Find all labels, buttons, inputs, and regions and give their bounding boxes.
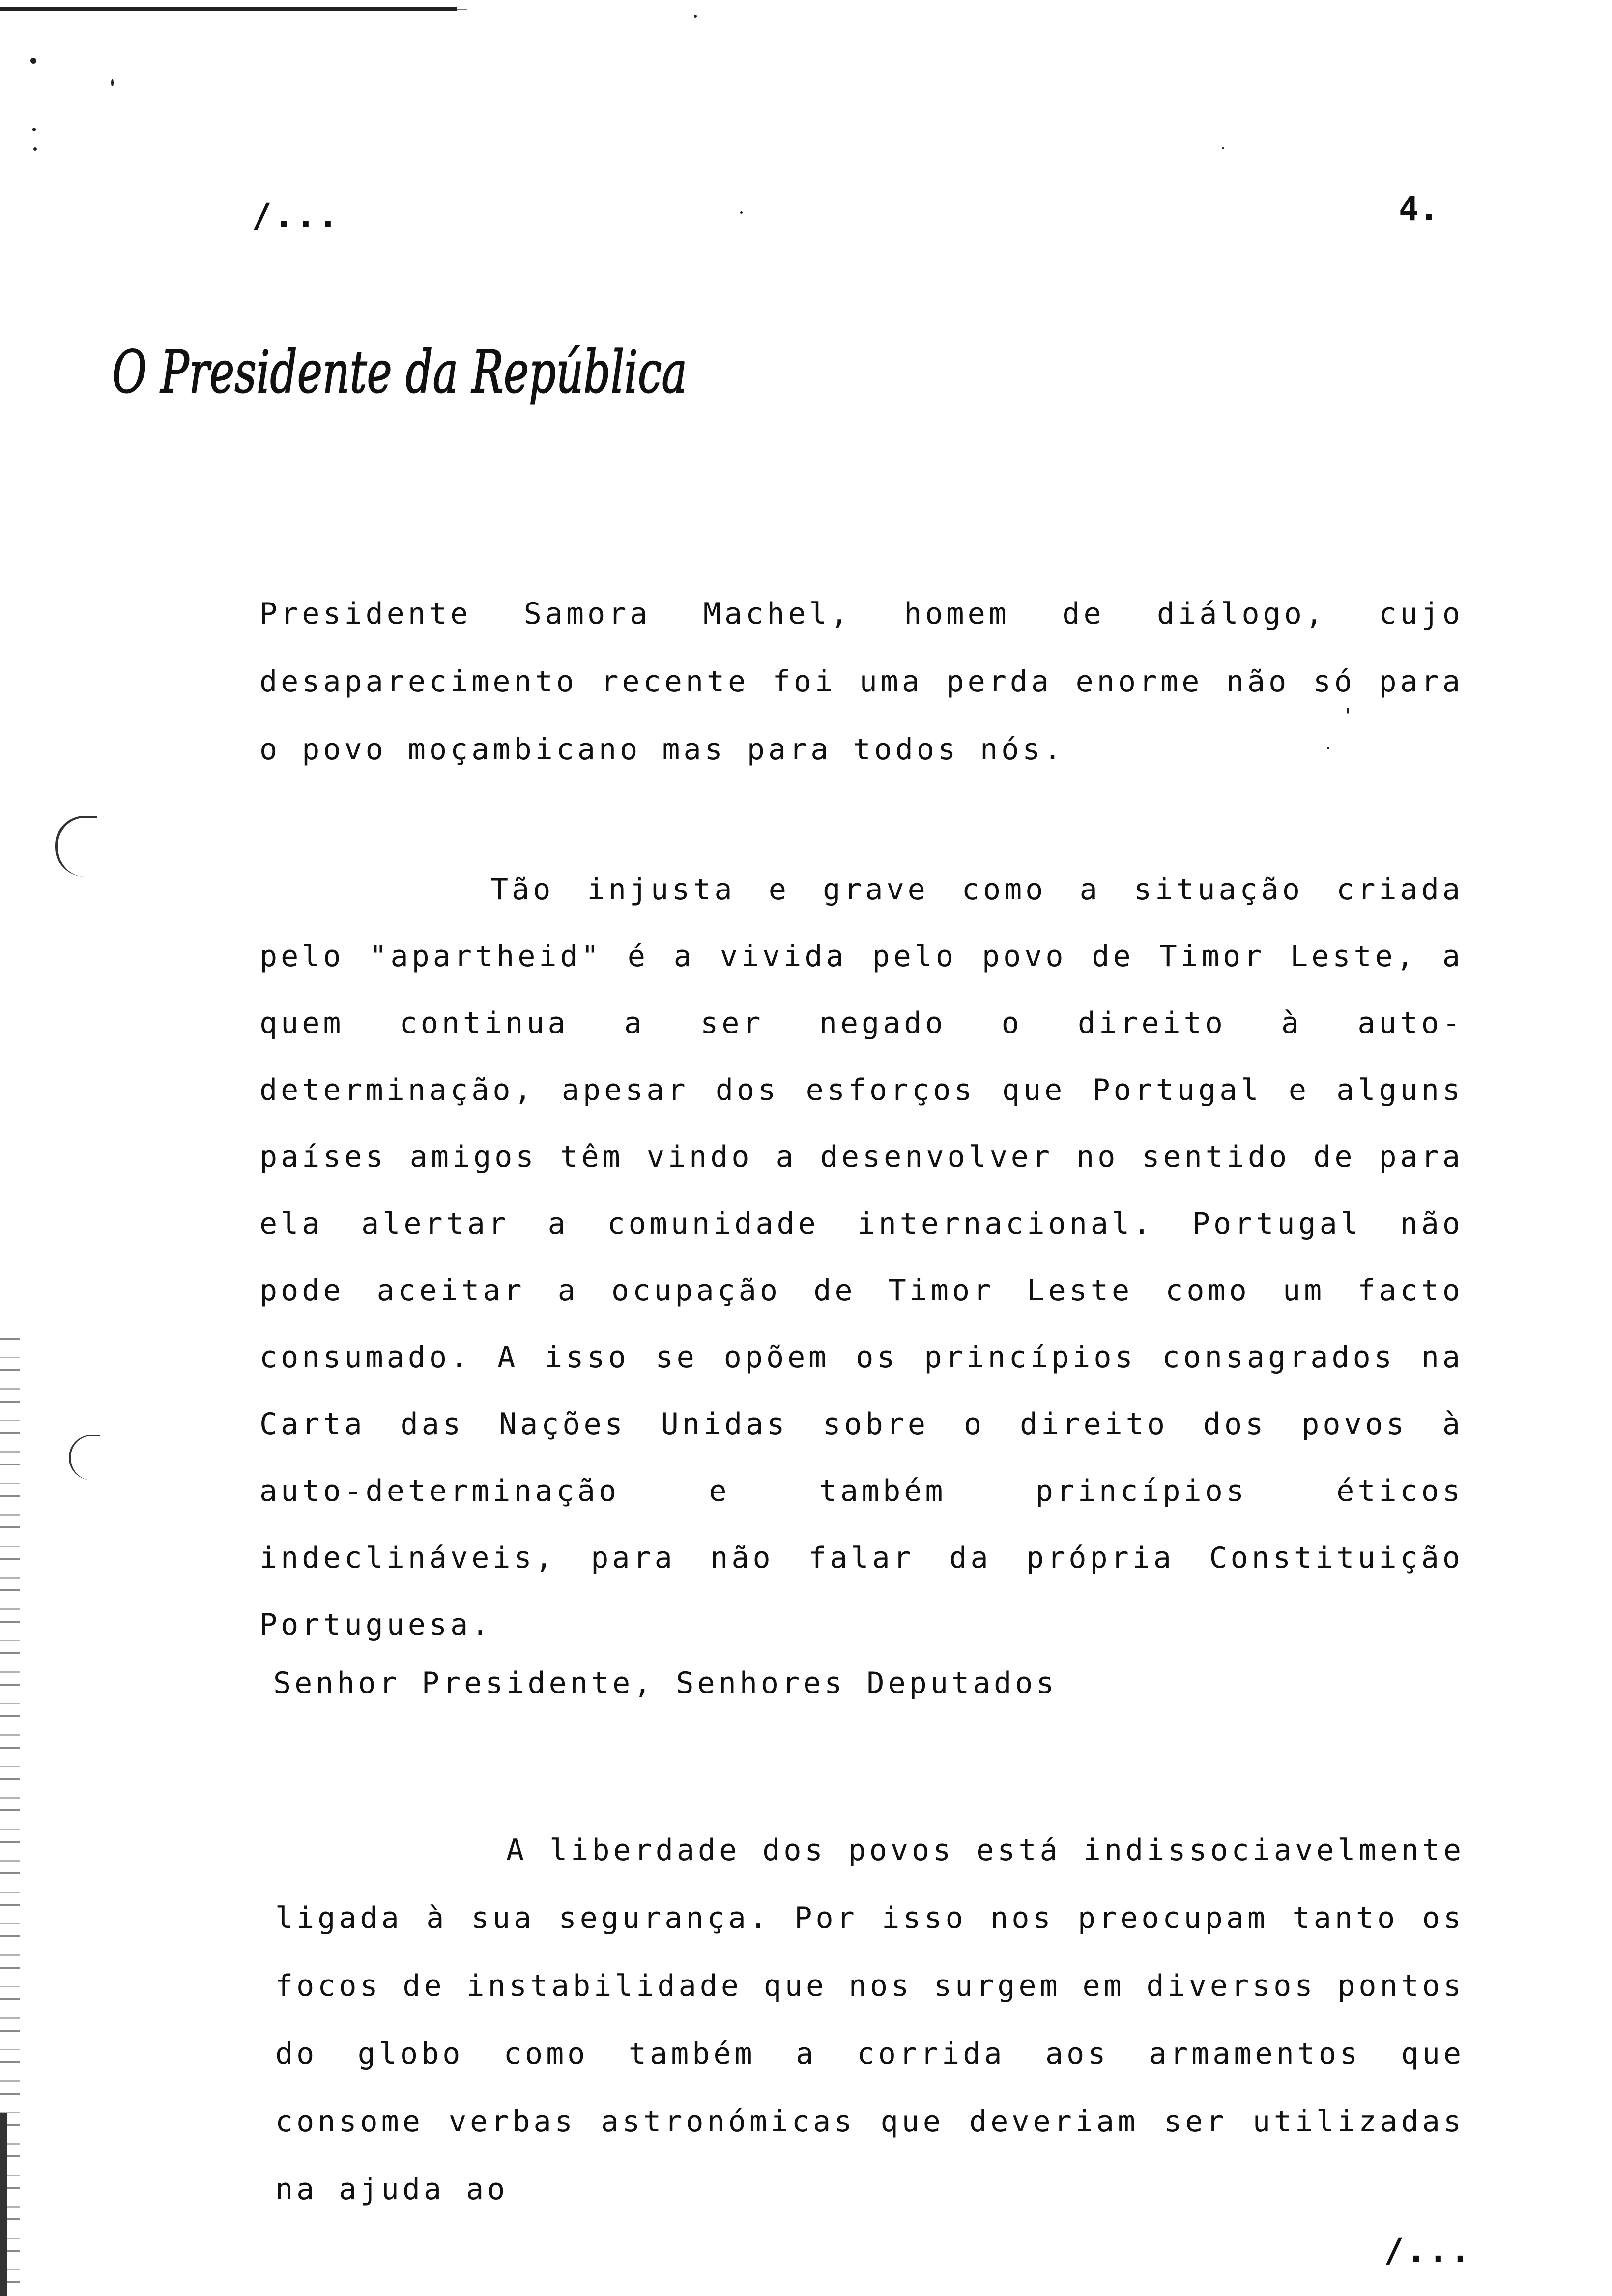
scan-speck xyxy=(111,79,114,86)
page-number: 4. xyxy=(1399,190,1439,229)
letterhead-script-title xyxy=(110,334,690,418)
continuation-marker-bottom: /... xyxy=(1384,2231,1472,2270)
scan-speck xyxy=(32,128,36,131)
scan-speck xyxy=(30,58,36,64)
body-paragraph: A liberdade dos povos está indissociavelmente ligada à sua segurança. Por isso nos preocupam tanto os focos de instabilidade que nos surgem em diversos pontos do globo como também a corrida aos armamentos que consome verbas astronómicas que deveriam ser utilizadas na ajuda ao xyxy=(275,1833,1465,2207)
body-paragraph: Presidente Samora Machel, homem de diálogo, cujo desaparecimento recente foi uma perda enorme não só para o povo moçambicano mas para todos nós. xyxy=(259,597,1464,767)
scan-top-rule-tail xyxy=(457,9,467,10)
scan-speck xyxy=(33,147,37,151)
punch-hole-mark xyxy=(55,816,97,877)
punch-hole-mark xyxy=(69,1435,100,1480)
scan-speck xyxy=(694,15,697,18)
scan-speck xyxy=(740,211,743,214)
scan-top-rule xyxy=(0,7,457,11)
svg-text:O Presidente da República: O Presidente da República xyxy=(112,338,687,406)
body-paragraph: Tão injusta e grave como a situação criada pelo "apartheid" é a vivida pelo povo de Timor Leste, a quem continua a ser negado o direito à auto-determinação, apesar dos esforços que Portugal e alguns países amigos têm vindo a desenvolver no sentido de para ela alertar a comunidade internacional. Portugal não pode aceitar a ocupação de Timor Leste como um facto consumado. A isso se opõem os princípios consagrados na Carta das Nações Unidas sobre o direito dos povos à auto-determinação e também princípios éticos indeclináveis, para não falar da própria Constituição Portuguesa. xyxy=(259,872,1464,1642)
scan-speck xyxy=(1222,147,1224,149)
continuation-marker-top: /... xyxy=(252,197,340,235)
scan-edge-shadow xyxy=(0,2113,7,2296)
salutation-line: Senhor Presidente, Senhores Deputados xyxy=(273,1666,1058,1700)
